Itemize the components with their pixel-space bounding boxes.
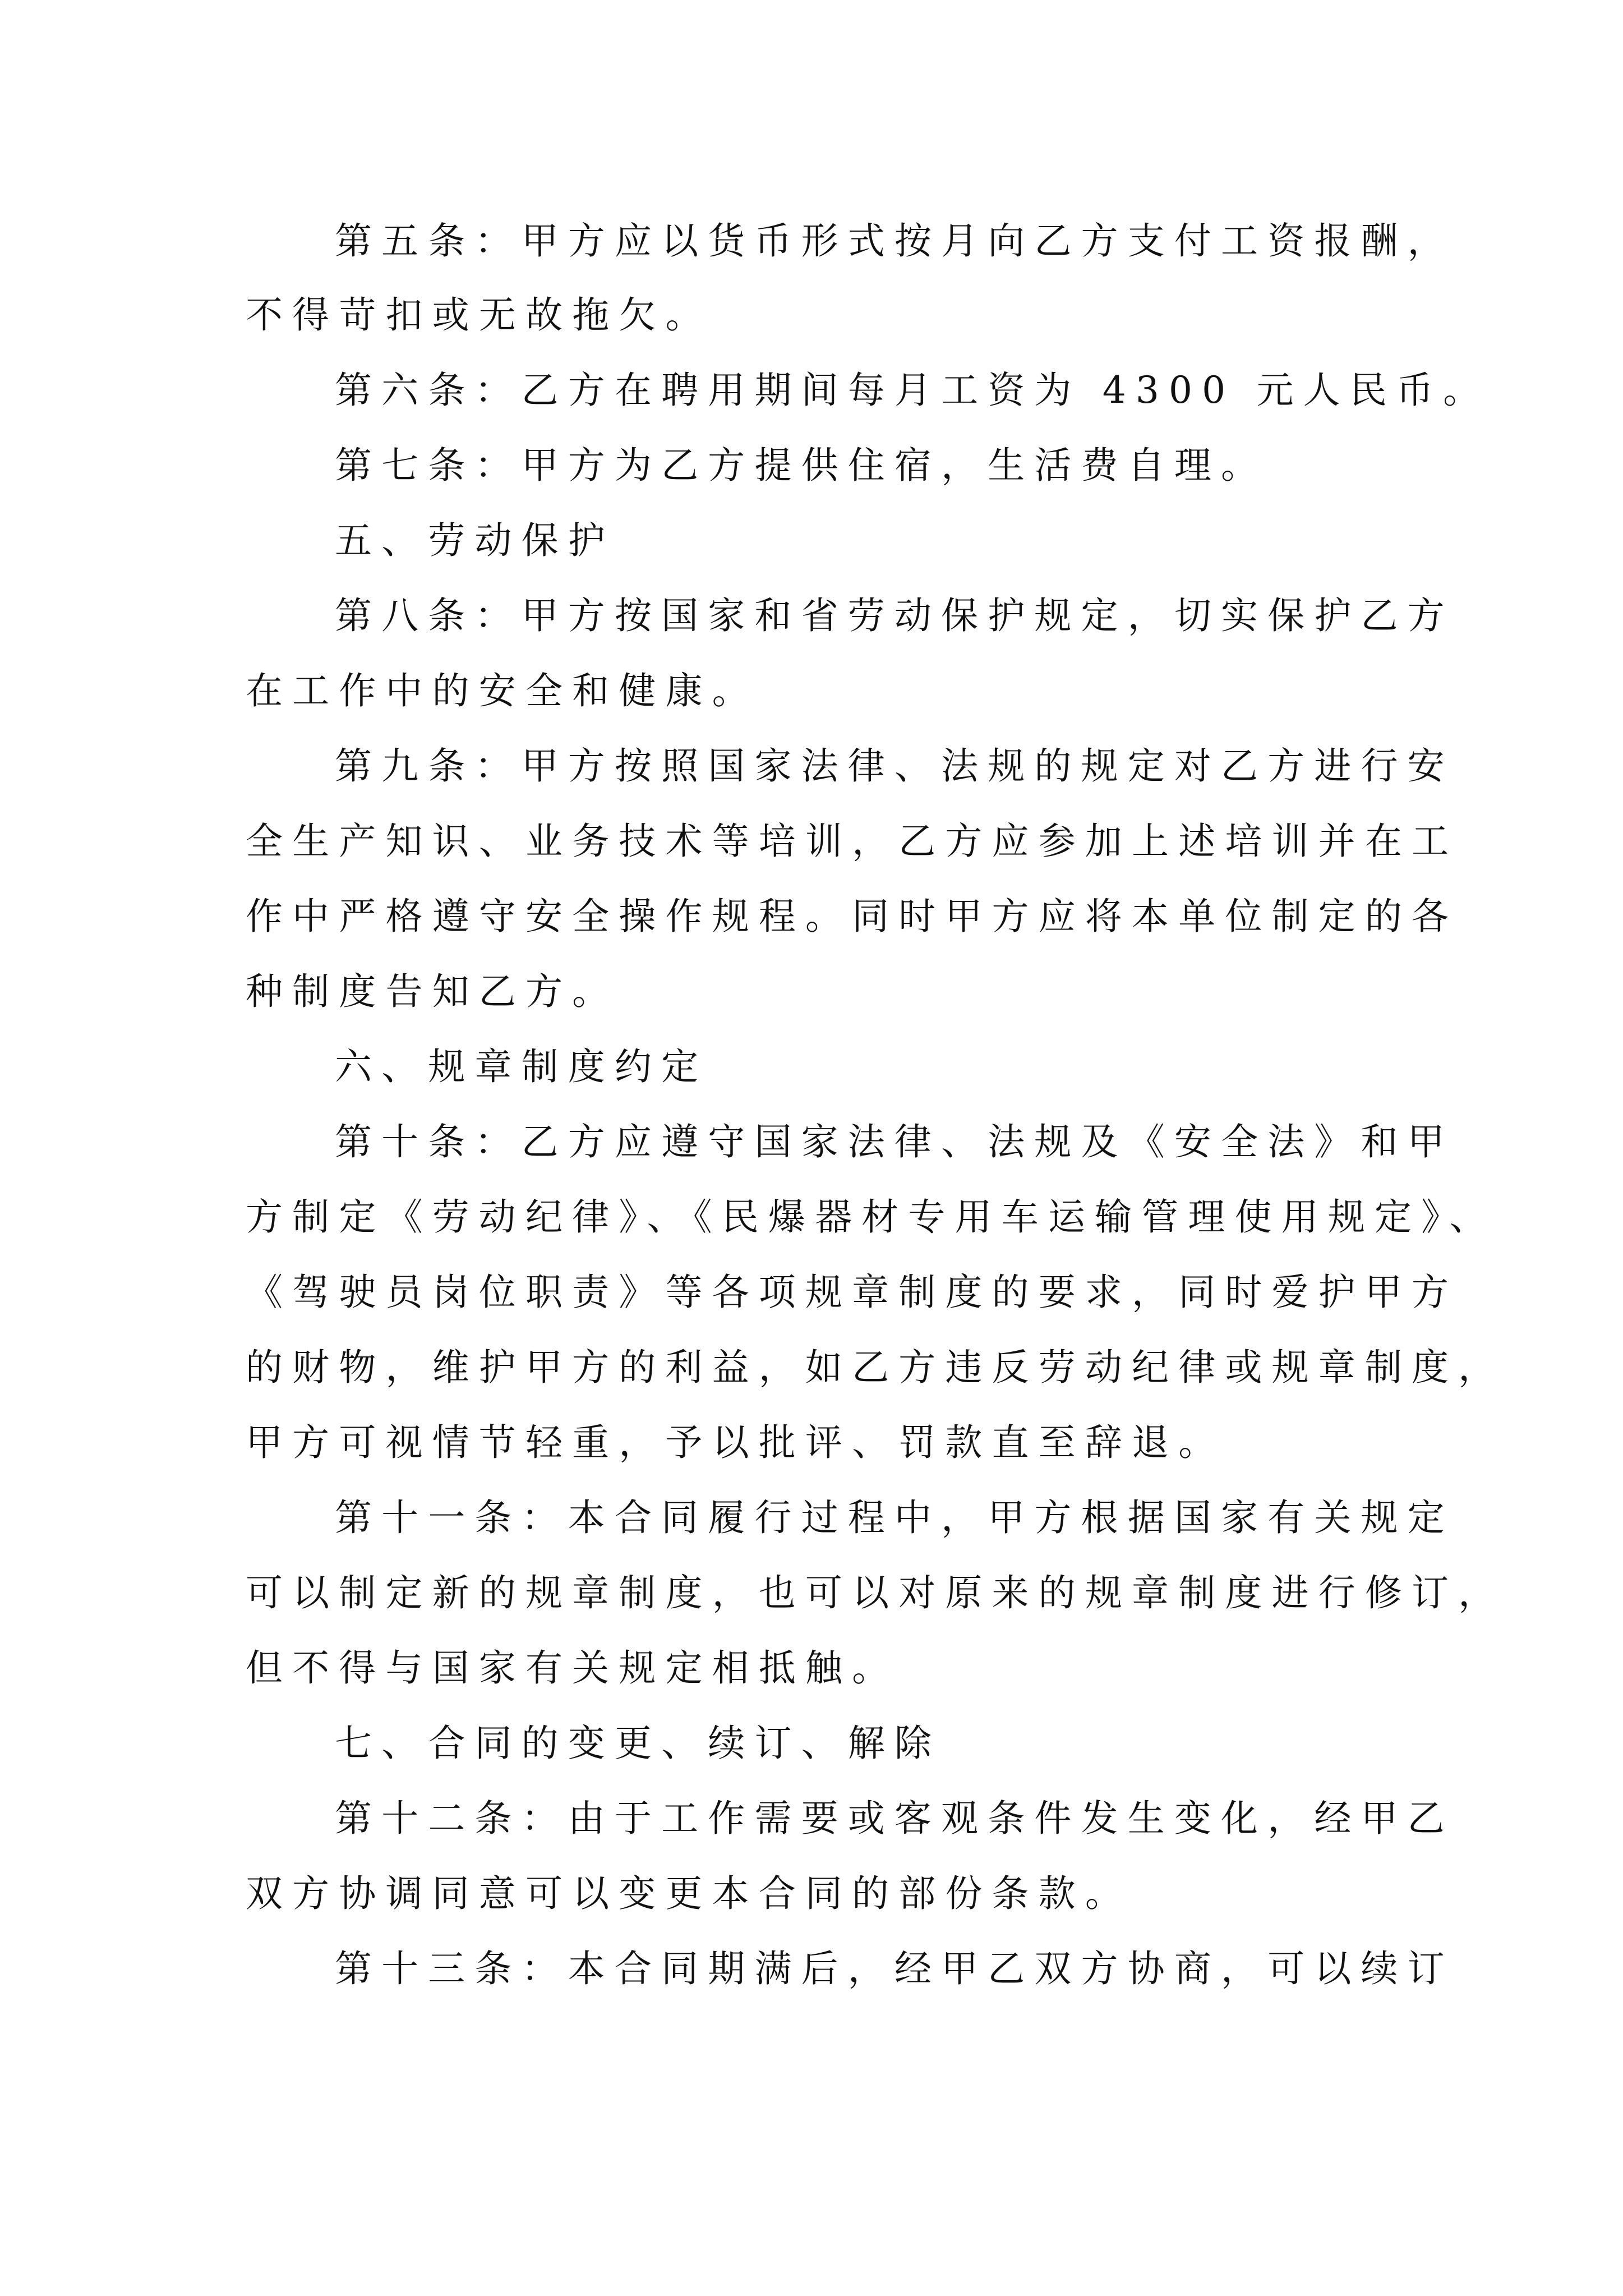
text-line: 但不得与国家有关规定相抵触。 [246,1646,899,1690]
text-line: 《驾驶员岗位职责》等各项规章制度的要求，同时爱护甲方 [246,1271,1459,1314]
section-heading: 五、劳动保护 [335,519,615,562]
text-line: 可以制定新的规章制度，也可以对原来的规章制度进行修订， [246,1571,1505,1614]
text-line: 第十二条：由于工作需要或客观条件发生变化，经甲乙 [335,1797,1454,1840]
text-line: 第七条：甲方为乙方提供住宿，生活费自理。 [335,444,1268,487]
text-line: 在工作中的安全和健康。 [246,669,759,712]
text-line: 全生产知识、业务技术等培训，乙方应参加上述培训并在工 [246,820,1459,863]
text-line: 作中严格遵守安全操作规程。同时甲方应将本单位制定的各 [246,895,1459,938]
text-line: 第十一条：本合同履行过程中，甲方根据国家有关规定 [335,1496,1454,1539]
text-line: 的财物，维护甲方的利益，如乙方违反劳动纪律或规章制度， [246,1346,1505,1389]
text-line: 第九条：甲方按照国家法律、法规的规定对乙方进行安 [335,744,1454,788]
text-line: 第六条：乙方在聘用期间每月工资为 4300 元人民币。 [335,369,1490,412]
section-heading: 七、合同的变更、续订、解除 [335,1722,942,1765]
text-line: 甲方可视情节轻重，予以批评、罚款直至辞退。 [246,1421,1225,1464]
text-line: 不得苛扣或无故拖欠。 [246,293,712,337]
text-line: 种制度告知乙方。 [246,970,619,1013]
text-line: 第五条：甲方应以货币形式按月向乙方支付工资报酬， [335,219,1454,263]
text-line: 方制定《劳动纪律》、《民爆器材专用车运输管理使用规定》、 [246,1195,1496,1239]
text-line: 第十条：乙方应遵守国家法律、法规及《安全法》和甲 [335,1120,1454,1163]
text-line: 双方协调同意可以变更本合同的部份条款。 [246,1872,1132,1915]
text-line: 第八条：甲方按国家和省劳动保护规定，切实保护乙方 [335,594,1454,637]
section-heading: 六、规章制度约定 [335,1045,708,1088]
text-line: 第十三条：本合同期满后，经甲乙双方协商，可以续订 [335,1947,1454,1990]
